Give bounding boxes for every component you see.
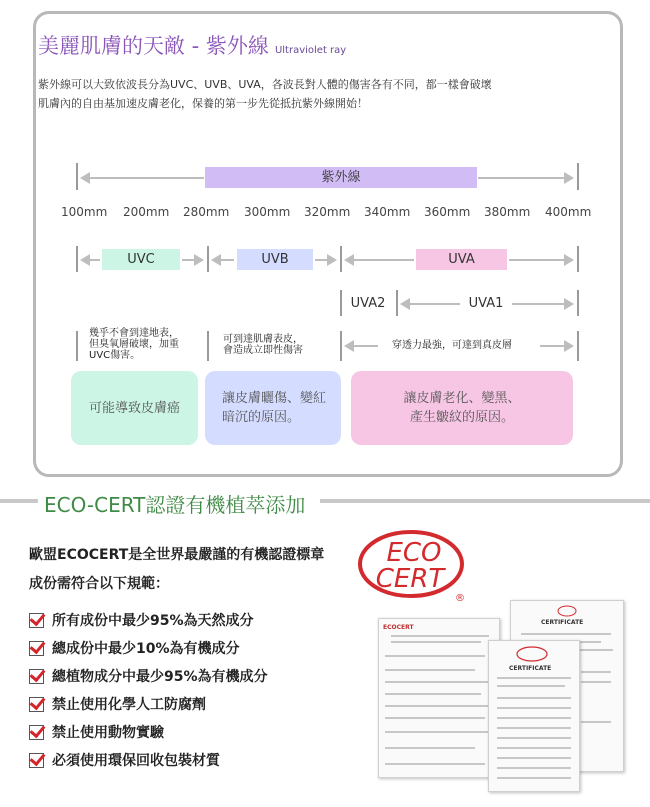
uvc-left-arrow [82, 259, 100, 261]
doc-title: CERTIFICATE [509, 665, 552, 672]
doc-logo-icon [557, 605, 577, 617]
uvb-left-arrow [213, 259, 234, 261]
band-tick [207, 246, 209, 272]
uva-sub-tick [396, 290, 398, 316]
eco-lead-line2: 成份需符合以下規範： [29, 576, 169, 592]
uv-range-left-tick [76, 163, 78, 190]
checklist-item: 總植物成分中最少95%為有機成分 [29, 662, 268, 690]
wavelength-label: 340mm [364, 205, 411, 219]
checklist-item: 所有成份中最少95%為天然成分 [29, 606, 268, 634]
checkbox-checked-icon [29, 753, 44, 768]
heading-rule-right [320, 499, 650, 503]
uvc-right-arrow [182, 259, 202, 261]
uv-intro [38, 75, 558, 113]
wavelength-label: 300mm [244, 205, 291, 219]
effect-card-uva: 讓皮膚老化、變黑、 產生皺紋的原因。 [351, 371, 573, 445]
uv-title-en: Ultraviolet ray [274, 45, 347, 56]
eco-checklist [29, 606, 268, 774]
band-tick [76, 246, 78, 272]
band-tick [340, 246, 342, 272]
checklist-item: 禁止使用化學人工防腐劑 [29, 690, 268, 718]
effect-card-uvb: 讓皮膚曬傷、變紅 暗沉的原因。 [205, 371, 341, 445]
heading-rule-left [0, 499, 38, 503]
logo-registered-mark: ® [455, 593, 465, 604]
uva-note-right-arrow [540, 345, 572, 347]
uva-right-arrow [509, 259, 572, 261]
uvc-note: 幾乎不會到達地表， 但臭氧層破壞，加重 UVC傷害。 [89, 328, 179, 361]
certificate-doc-middle [488, 640, 580, 792]
wavelength-label: 280mm [183, 205, 230, 219]
uv-range-label: 紫外線 [205, 167, 477, 188]
note-tick [577, 331, 579, 361]
checklist-item: 必須使用環保回收包裝材質 [29, 746, 268, 774]
uv-intro-line2: 肌膚內的自由基加速皮膚老化，保養的第一步先從抵抗紫外線開始！ [38, 97, 368, 110]
note-tick [340, 331, 342, 361]
uva-left-arrow [346, 259, 414, 261]
note-tick [207, 331, 209, 361]
uv-range-right-tick [577, 163, 579, 190]
wavelength-label: 380mm [484, 205, 531, 219]
uva-note-left-arrow [346, 345, 378, 347]
uvb-note: 可到達肌膚表皮， 會造成立即性傷害 [223, 334, 303, 356]
band-uva: UVA [416, 249, 507, 270]
band-uvb: UVB [237, 249, 313, 270]
uv-range-right-arrow [478, 177, 572, 179]
checkbox-checked-icon [29, 641, 44, 656]
wavelength-label: 200mm [123, 205, 170, 219]
band-tick [577, 246, 579, 272]
uv-intro-line1: 紫外線可以大致依波長分為UVC、UVB、UVA，各波長對人體的傷害各有不同，都一樣會破壞 [38, 78, 492, 91]
doc-title: CERTIFICATE [541, 619, 584, 626]
checkbox-checked-icon [29, 725, 44, 740]
eco-lead-line1: 歐盟ECOCERT是全世界最嚴謹的有機認證標章 [29, 547, 325, 563]
certificate-doc-front [378, 618, 500, 778]
doc-brand: ECOCERT [383, 624, 414, 631]
uv-title-zh: 美麗肌膚的天敵 - 紫外線 [38, 34, 269, 58]
checklist-item: 總成份中最少10%為有機成分 [29, 634, 268, 662]
uva-sub-tick [577, 290, 579, 316]
checklist-item: 禁止使用動物實驗 [29, 718, 268, 746]
wavelength-label: 320mm [304, 205, 351, 219]
eco-heading-text: ECO-CERT認證有機植萃添加 [44, 493, 306, 517]
band-uva2: UVA2 [350, 296, 386, 311]
band-uva1: UVA1 [468, 296, 504, 311]
uva1-left-arrow [402, 303, 460, 305]
wavelength-label: 100mm [61, 205, 108, 219]
checkbox-checked-icon [29, 613, 44, 628]
effect-card-uvc: 可能導致皮膚癌 [71, 371, 198, 445]
ecocert-logo [354, 527, 470, 605]
checkbox-checked-icon [29, 697, 44, 712]
uvb-right-arrow [315, 259, 335, 261]
uva-sub-tick [340, 290, 342, 316]
band-uvc: UVC [102, 249, 180, 270]
uva-note: 穿透力最強，可達到真皮層 [392, 340, 512, 351]
wavelength-label: 360mm [424, 205, 471, 219]
checkbox-checked-icon [29, 669, 44, 684]
uv-range-left-arrow [82, 177, 204, 179]
uv-title [38, 30, 346, 60]
logo-text-eco: ECO [386, 538, 442, 568]
eco-lead [29, 541, 324, 599]
wavelength-label: 400mm [545, 205, 592, 219]
doc-logo-icon [515, 645, 549, 663]
note-tick [76, 331, 78, 361]
uva1-right-arrow [512, 303, 572, 305]
eco-section-heading [0, 485, 650, 517]
logo-text-cert: CERT [375, 564, 445, 594]
